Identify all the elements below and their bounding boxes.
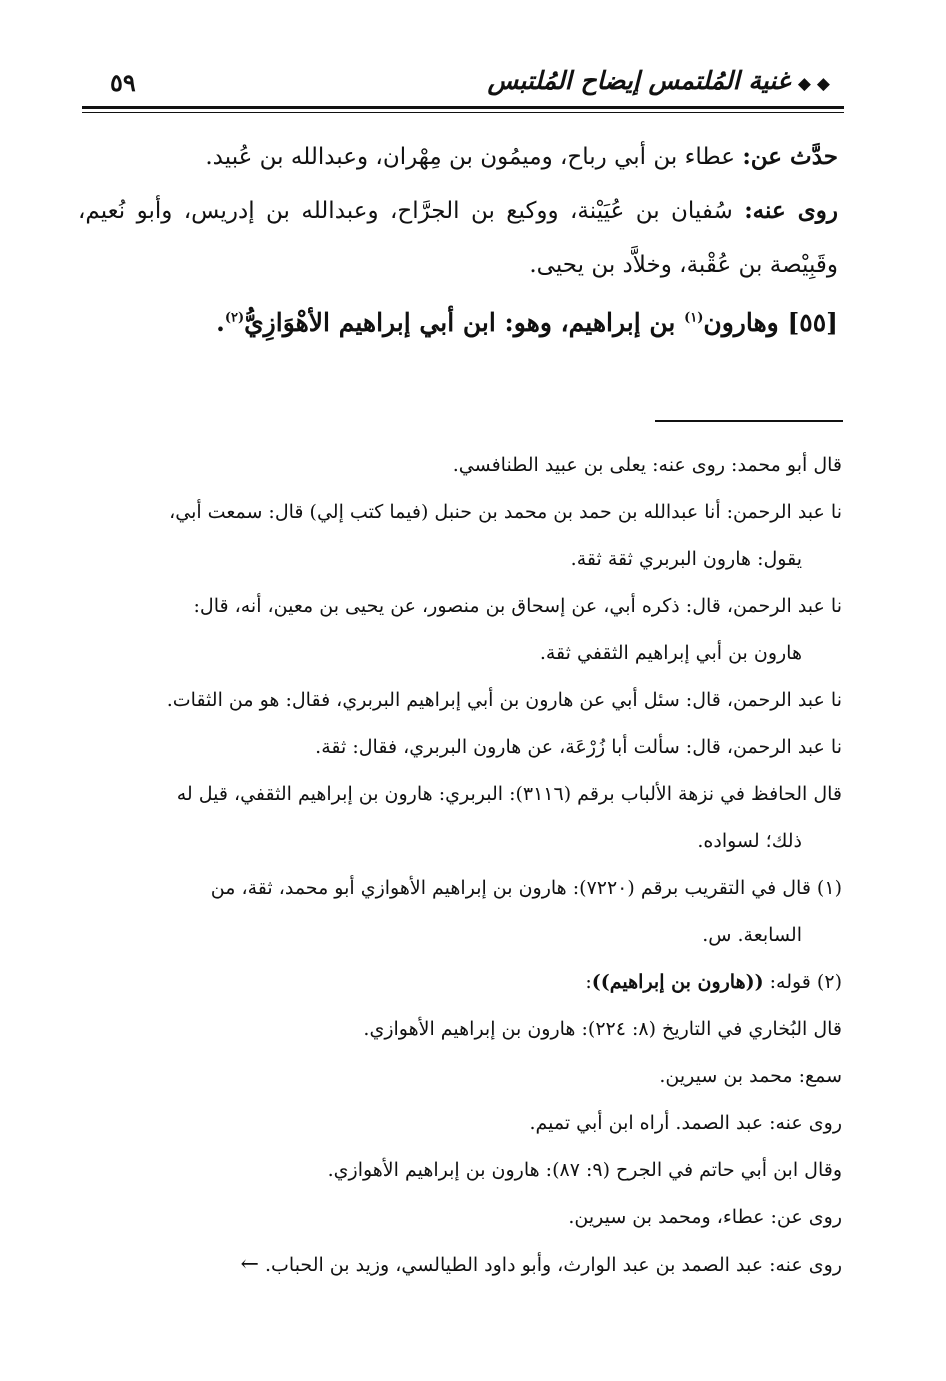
note-line-continuation: هارون بن أبي إبراهيم الثقفي ثقة. — [539, 642, 802, 664]
note-line: نا عبد الرحمن، قال: ذكره أبي، عن إسحاق بن منصور، عن يحيى بن معين، أنه، قال: — [193, 595, 842, 617]
note-line: روى عن: عطاء، ومحمد بن سيرين. — [568, 1206, 842, 1228]
note-text: روى عنه: عبد الصمد بن عبد الوارث، وأبو داود الطيالسي، وزيد بن الحباب. — [264, 1254, 842, 1276]
header-rule-thick — [82, 106, 844, 109]
note-line: وقال ابن أبي حاتم في الجرح (٩: ٨٧): هارون بن إبراهيم الأهوازي. — [327, 1159, 842, 1181]
footnote-2-suffix: : — [585, 971, 592, 993]
footnote-1: (١) قال في التقريب برقم (٧٢٢٠): هارون بن إبراهيم الأهوازي أبو محمد، ثقة، من — [210, 877, 842, 899]
main-text — [78, 130, 838, 350]
note-line: قال أبو محمد: روى عنه: يعلى بن عبيد الطنافسي. — [452, 454, 842, 476]
narrated-from-text: عطاء بن أبي رباح، وميمُون بن مِهْران، وعبدالله بن عُبيد. — [205, 144, 743, 170]
footnote-2-prefix: (٢) قوله: — [763, 971, 842, 993]
diamond-ornament-icon: ◆ ◆ — [797, 74, 830, 94]
note-line: قال الحافظ في نزهة الألباب برقم (٣١١٦): البربري: هارون بن إبراهيم الثقفي، قيل له — [176, 783, 842, 805]
note-line: قال البُخاري في التاريخ (٨: ٢٢٤): هارون بن إبراهيم الأهوازي. — [363, 1018, 842, 1040]
note-line: نا عبد الرحمن: أنا عبدالله بن حمد بن محمد بن حنبل (فيما كتب إلي) قال: سمعت أبي، — [169, 501, 842, 523]
entry-end: . — [216, 308, 225, 337]
book-title: غنية المُلتمس إيضاح المُلتبس — [487, 66, 790, 95]
note-line-continuation: ذلك؛ لسواده. — [697, 830, 802, 852]
note-line: نا عبد الرحمن، قال: سئل أبي عن هارون بن أبي إبراهيم البربري، فقال: هو من الثقات. — [166, 689, 842, 711]
header-rule-thin — [82, 112, 844, 113]
footnote-ref-1[interactable]: (١) — [684, 310, 704, 326]
note-line: سمع: محمد بن سيرين. — [659, 1065, 842, 1087]
footnote-2-lemma: ((هارون بن إبراهيم)) — [591, 971, 764, 993]
footnote-separator — [655, 420, 843, 422]
entry-number: [٥٥] وهارون — [703, 308, 838, 337]
narrated-by-line — [78, 184, 838, 292]
narrated-from-label: حدَّث عن: — [742, 143, 838, 170]
footnote-ref-2[interactable]: (٢) — [224, 310, 245, 326]
narrated-by-text: سُفيان بن عُيَيْنة، ووكيع بن الجرَّاح، وعبدالله بن إدريس، وأبو نُعيم، وقَبِيْصة بن عُقْبة، وخلاَّد بن يحيى. — [78, 198, 838, 278]
continue-arrow-icon: ← — [240, 1252, 259, 1277]
footnote-2-heading — [78, 959, 842, 1006]
running-title — [487, 66, 830, 95]
footnote-1-continuation: السابعة. س. — [702, 924, 802, 946]
entry-heading — [78, 296, 838, 350]
footnotes — [78, 442, 842, 1289]
page-number: ٥٩ — [110, 68, 136, 97]
note-line-continuation: يقول: هارون البربري ثقة ثقة. — [570, 548, 802, 570]
narrated-from-line — [78, 130, 838, 184]
running-header — [95, 62, 830, 102]
note-line: روى عنه: عبد الصمد. أراه ابن أبي تميم. — [529, 1112, 842, 1134]
narrated-by-label: روى عنه: — [744, 197, 838, 224]
note-line: نا عبد الرحمن، قال: سألت أبا زُرْعَة، عن هارون البربري، فقال: ثقة. — [315, 736, 842, 758]
entry-name: بن إبراهيم، وهو: ابن أبي إبراهيم الأهْوَازِيُّ — [244, 308, 685, 337]
note-line-last — [78, 1241, 842, 1289]
